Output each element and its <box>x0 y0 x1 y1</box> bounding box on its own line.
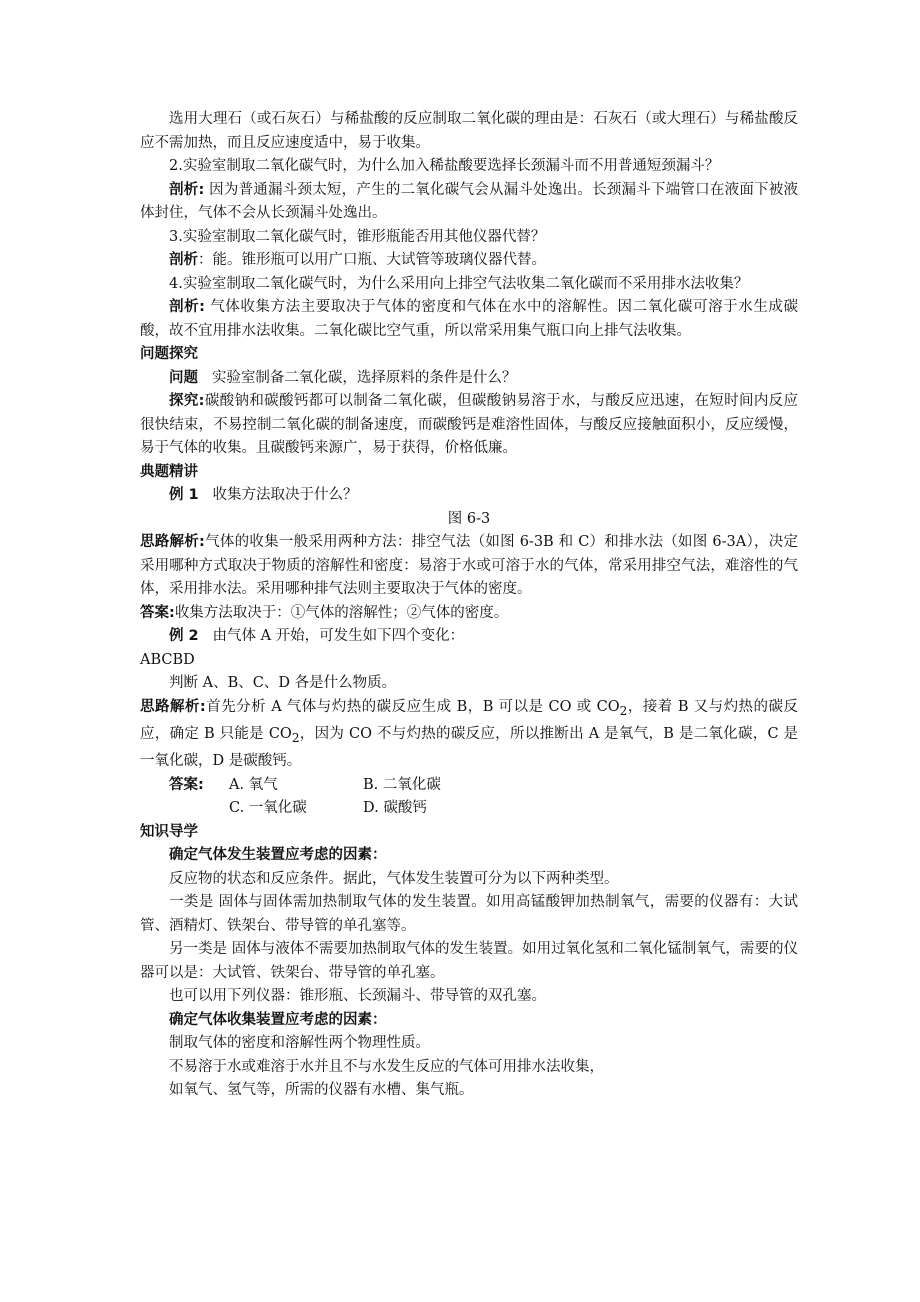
section-heading: 典题精讲 <box>140 463 198 480</box>
answer-2 <box>140 179 798 226</box>
problem <box>140 367 798 391</box>
answer-4 <box>140 296 798 343</box>
text: 首先分析 A 气体与灼热的碳反应生成 B，B 可以是 CO 或 CO <box>205 698 620 715</box>
analysis-label: 剖析: <box>169 299 205 315</box>
answer-label: 答案: <box>169 776 204 793</box>
problem-label: 问题 <box>169 369 198 386</box>
example-1-answer <box>140 602 798 626</box>
example-label: 例 1 <box>169 487 199 503</box>
section-heading: 问题探究 <box>140 346 198 362</box>
reaction-chain: ABCBD <box>140 651 195 668</box>
example-label: 例 2 <box>169 628 199 644</box>
analysis-label: 思路解析: <box>140 534 205 550</box>
text: 3.实验室制取二氧化碳气时，锥形瓶能否用其他仪器代替？ <box>169 228 546 245</box>
example-2 <box>140 625 798 649</box>
example-1-analysis <box>140 531 798 602</box>
exploration <box>140 390 798 461</box>
answer-label: 答案: <box>140 604 175 621</box>
text: 选用大理石（或石灰石）与稀盐酸的反应制取二氧化碳的理由是：石灰石（或大理石）与稀盐酸反应不需加热，而且反应速度适中，易于收集。 <box>140 111 798 151</box>
text: ：能。锥形瓶可以用广口瓶、大试管等玻璃仪器代替。 <box>198 252 546 268</box>
question-4 <box>140 273 798 297</box>
answer-row <box>140 774 798 798</box>
answer-option: A. 氧气 <box>229 776 278 793</box>
example-1 <box>140 484 798 508</box>
paragraph: 不易溶于水或难溶于水并且不与水发生反应的气体可用排水法收集， <box>169 1058 604 1075</box>
text: 收集方法取决于：①气体的溶解性；②气体的密度。 <box>174 604 509 621</box>
text: 由气体 A 开始，可发生如下四个变化： <box>212 628 465 644</box>
figure-caption: 图 6-3 <box>447 510 491 527</box>
section-heading: 知识导学 <box>140 823 198 840</box>
analysis-label: 剖析: <box>169 181 205 198</box>
text: 收集方法取决于什么？ <box>212 487 358 503</box>
answer-option: C. 一氧化碳 <box>229 800 307 817</box>
answer-3 <box>140 249 798 273</box>
text: 气体的收集一般采用两种方法：排空气法（如图 6-3B 和 C）和排水法（如图 6-3A），决定采用哪种方式取决于物质的溶解性和密度：易溶于水或可溶于水的气体，常采用排空气法，难溶性的气体，采用排水法。采用哪种排气法则主要取决于气体的密度。 <box>140 534 798 597</box>
analysis-label: 剖析 <box>169 252 198 268</box>
explore-label: 探究: <box>169 393 205 409</box>
document-page <box>140 108 798 1103</box>
paragraph: 也可以用下列仪器：锥形瓶、长颈漏斗、带导管的双孔塞。 <box>169 988 546 1005</box>
text: ，因为 CO 不与灼热的碳反应，所以推断出 A 是氧气，B 是二氧化碳，C 是一氧化碳，D 是碳酸钙。 <box>140 725 799 770</box>
answer-option: D. 碳酸钙 <box>363 800 427 817</box>
paragraph: 另一类是 固体与液体不需要加热制取气体的发生装置。如用过氧化氢和二氧化锰制氧气，需要的仪器可以是：大试管、铁架台、带导管的单孔塞。 <box>140 941 798 981</box>
analysis-label: 思路解析: <box>140 698 206 715</box>
text: ，接着 B 又与灼热的碳反应，确定 B 只能是 CO <box>140 698 798 742</box>
paragraph: 制取气体的密度和溶解性两个物理性质。 <box>169 1035 430 1052</box>
text: 气体收集方法主要取决于气体的密度和气体在水中的溶解性。因二氧化碳可溶于水生成碳酸，故不宜用排水法收集。二氧化碳比空气重，所以常采用集气瓶口向上排气法收集。 <box>140 299 799 339</box>
paragraph: 一类是 固体与固体需加热制取气体的发生装置。如用高锰酸钾加热制氧气，需要的仪器有：大试管、酒精灯、铁架台、带导管的单孔塞等。 <box>140 894 798 934</box>
answer-row <box>140 797 798 821</box>
answer-option: B. 二氧化碳 <box>363 776 441 793</box>
question-3 <box>140 226 798 250</box>
example-2-task: 判断 A、B、C、D 各是什么物质。 <box>169 675 397 691</box>
spacer <box>169 797 229 821</box>
paragraph <box>140 108 798 155</box>
subheading: 确定气体发生装置应考虑的因素： <box>169 847 387 864</box>
text: 4.实验室制取二氧化碳气时，为什么采用向上排空气法收集二氧化碳而不采用排水法收集？ <box>169 275 749 292</box>
paragraph: 如氧气、氢气等，所需的仪器有水槽、集气瓶。 <box>169 1082 474 1099</box>
subscript: 2 <box>291 730 300 745</box>
subheading: 确定气体收集装置应考虑的因素： <box>169 1011 387 1028</box>
question-2 <box>140 155 798 179</box>
subscript: 2 <box>619 703 628 718</box>
paragraph: 反应物的状态和反应条件。据此，气体发生装置可分为以下两种类型。 <box>169 870 619 887</box>
text: 实验室制备二氧化碳，选择原料的条件是什么？ <box>211 369 517 386</box>
text: 2.实验室制取二氧化碳气时，为什么加入稀盐酸要选择长颈漏斗而不用普通短颈漏斗？ <box>169 158 720 174</box>
text: 因为普通漏斗颈太短，产生的二氧化碳气会从漏斗处逸出。长颈漏斗下端管口在液面下被液体封住，气体不会从长颈漏斗处逸出。 <box>140 181 798 221</box>
example-2-analysis <box>140 696 798 774</box>
text: 碳酸钠和碳酸钙都可以制备二氧化碳，但碳酸钠易溶于水，与酸反应迅速，在短时间内反应很快结束，不易控制二氧化碳的制备速度，而碳酸钙是难溶性固体，与酸反应接触面积小，反应缓慢，易于气体的收集。且碳酸钙来源广，易于获得，价格低廉。 <box>140 393 798 456</box>
